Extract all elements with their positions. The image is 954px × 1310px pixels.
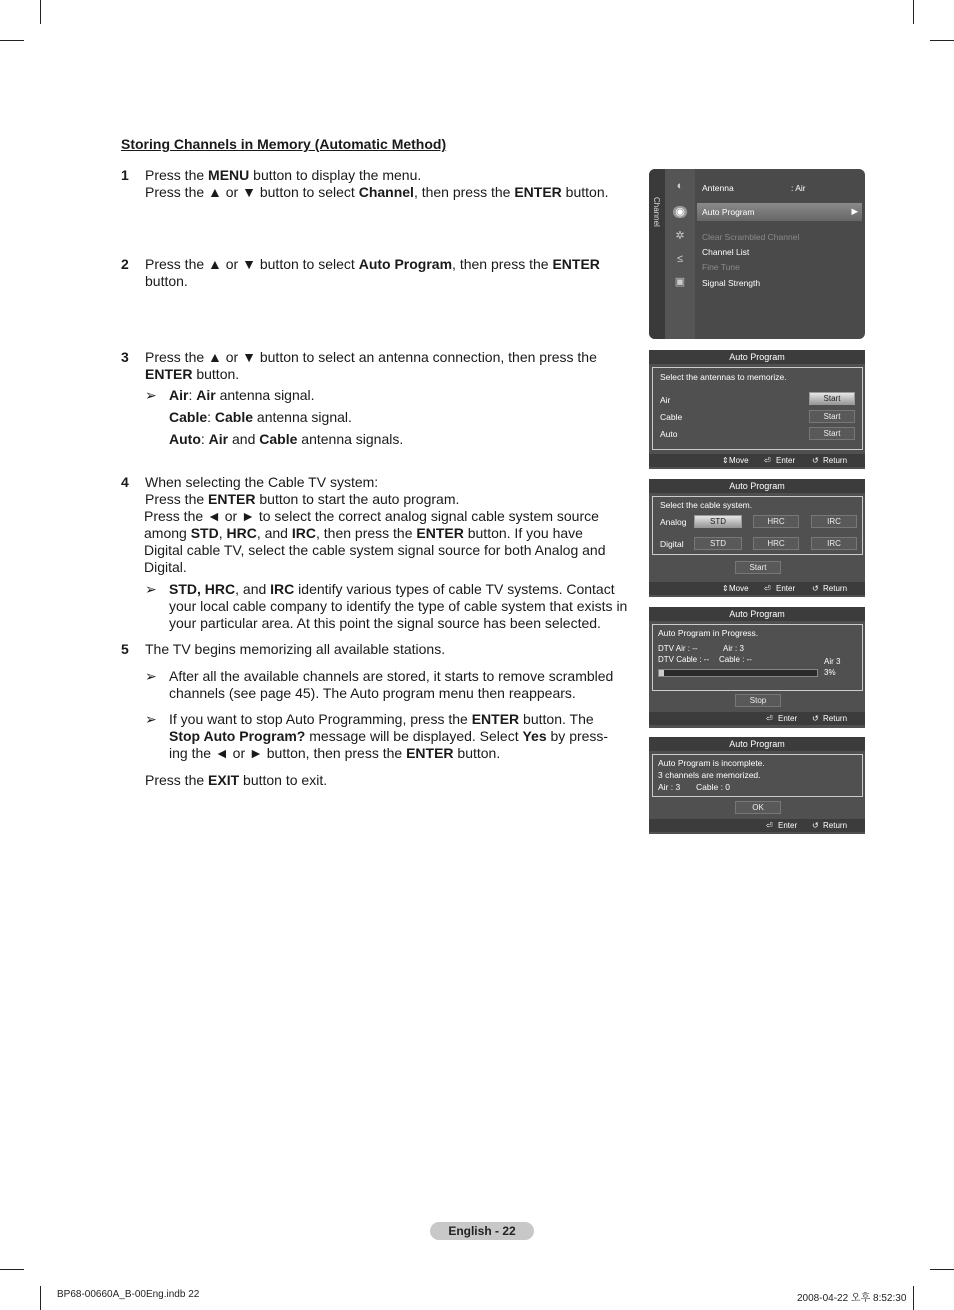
crop-mark — [930, 1269, 954, 1270]
cable-panel — [652, 496, 863, 555]
text: Press the — [145, 167, 209, 183]
channel-icon[interactable]: ◉ — [673, 206, 687, 218]
return-icon: ↺ — [812, 584, 819, 593]
result-line: Auto Program is incomplete. — [658, 758, 765, 768]
section-title: Storing Channels in Memory (Automatic Method) — [121, 136, 447, 152]
menu-item-antenna[interactable]: Antenna — [702, 183, 734, 193]
screen-header: Auto Program — [649, 607, 865, 621]
row-label-air: Air — [660, 395, 671, 405]
start-air-button[interactable]: Start — [809, 392, 855, 405]
row-label-cable: Cable — [660, 412, 683, 422]
text: The TV begins memorizing all available stations. — [145, 641, 446, 657]
text: button. — [453, 745, 501, 761]
cable-count: Cable : -- — [719, 655, 752, 664]
exit-line — [145, 772, 615, 789]
text-bold: ENTER — [416, 525, 464, 541]
text: , then press the — [315, 525, 417, 541]
text: , — [218, 525, 227, 541]
enter-icon: ⏎ — [764, 584, 771, 593]
text-bold: Air — [169, 387, 189, 403]
side-label: Channel — [652, 197, 661, 227]
analog-irc-button[interactable]: IRC — [811, 515, 857, 528]
screen-footer — [649, 454, 865, 467]
text-bold: IRC — [270, 581, 295, 597]
prompt-text: Select the antennas to memorize. — [660, 372, 787, 382]
arrow-icon: ➢ — [145, 711, 157, 727]
step-body — [145, 641, 615, 789]
menu-item-auto-program[interactable] — [697, 203, 862, 221]
text-bold: Auto Program — [358, 256, 453, 272]
screen-header: Auto Program — [649, 350, 865, 364]
input-icon[interactable]: ≤ — [676, 253, 684, 265]
digital-irc-button[interactable]: IRC — [811, 537, 857, 550]
enter-icon: ⏎ — [764, 456, 771, 465]
arrow-icon: ➢ — [145, 668, 157, 684]
picture-icon[interactable]: ◐ — [676, 180, 684, 192]
menu-icon-column — [665, 169, 695, 339]
text: button to exit. — [239, 772, 328, 788]
row-label-analog: Analog — [660, 517, 687, 527]
text: button. If you have Digital cable TV, select the cable system signal source for both Analog and Digital. — [144, 525, 606, 575]
text: , then press the — [452, 256, 553, 272]
text-bold: STD, HRC — [169, 581, 236, 597]
text-bold: Channel — [358, 184, 414, 200]
footer-enter: Enter — [778, 821, 798, 830]
page-number-badge: English - 22 — [430, 1222, 534, 1240]
text-bold: Yes — [522, 728, 547, 744]
menu-item-clear-scrambled[interactable]: Clear Scrambled Channel — [702, 232, 800, 242]
prompt-text: Select the cable system. — [660, 500, 753, 510]
start-cable-button[interactable]: Start — [809, 410, 855, 423]
text: antenna signal. — [253, 409, 352, 425]
note-antenna-air — [145, 387, 615, 404]
step-number: 3 — [121, 349, 129, 365]
footer-return: Return — [823, 714, 848, 723]
digital-std-button[interactable]: STD — [694, 537, 742, 550]
stop-button[interactable]: Stop — [735, 694, 781, 707]
text: When selecting the Cable TV system: — [145, 474, 379, 490]
current-channel: Air 3 — [824, 657, 841, 666]
text: , and — [235, 581, 271, 597]
result-line: 3 channels are memorized. — [658, 770, 761, 780]
auto-program-antenna-screen — [649, 350, 865, 469]
start-button[interactable]: Start — [735, 561, 781, 574]
text-bold: HRC — [226, 525, 257, 541]
screen-header: Auto Program — [649, 479, 865, 493]
dtv-cable-count: DTV Cable : -- — [658, 655, 710, 664]
progress-bar — [658, 669, 818, 677]
move-icon: ⇕ — [722, 584, 729, 593]
text: button. The — [519, 711, 594, 727]
dtv-air-count: DTV Air : -- — [658, 644, 698, 653]
text: button. — [145, 273, 188, 289]
antenna-value: : Air — [791, 183, 806, 193]
text: Press the ▲ or ▼ button to select — [145, 184, 359, 200]
text: : — [188, 387, 197, 403]
footer-move: Move — [729, 456, 749, 465]
footer-return: Return — [823, 456, 848, 465]
return-icon: ↺ — [812, 714, 819, 723]
text: antenna signal. — [215, 387, 315, 403]
text: by press-ing the ◄ or ► button, then press the — [169, 728, 609, 761]
auto-program-progress-screen — [649, 607, 865, 728]
enter-icon: ⏎ — [766, 714, 773, 723]
note-antenna-auto — [145, 431, 615, 448]
screen-footer — [649, 582, 865, 595]
text: Press the — [145, 491, 209, 507]
text-bold: ENTER — [145, 366, 193, 382]
crop-mark — [40, 1286, 41, 1310]
crop-mark — [0, 1269, 24, 1270]
progress-fill — [659, 670, 664, 676]
text: : — [207, 409, 215, 425]
text: If you want to stop Auto Programming, press the — [169, 711, 472, 727]
progress-percent: 3% — [824, 668, 836, 677]
row-label-digital: Digital — [660, 539, 684, 549]
note-scrambled — [145, 668, 615, 702]
analog-std-button[interactable]: STD — [694, 515, 742, 528]
text: , then press the — [413, 184, 515, 200]
move-icon: ⇕ — [722, 456, 729, 465]
menu-side-tab — [649, 169, 665, 339]
footer-enter: Enter — [778, 714, 798, 723]
menu-item-fine-tune[interactable]: Fine Tune — [702, 262, 740, 272]
return-icon: ↺ — [812, 821, 819, 830]
chevron-right-icon: ▶ — [851, 206, 858, 216]
text: Press the ◄ or ► to select the correct analog signal cable system source among — [144, 508, 599, 541]
step-number: 1 — [121, 167, 129, 183]
note-stop — [145, 711, 615, 762]
application-icon[interactable]: ▣ — [674, 276, 686, 288]
step-body — [145, 349, 615, 448]
note-cable-system — [145, 581, 637, 632]
analog-hrc-button[interactable]: HRC — [753, 515, 799, 528]
crop-mark — [40, 0, 41, 24]
air-count: Air : 3 — [723, 644, 744, 653]
step-body — [145, 474, 637, 632]
menu-item-channel-list[interactable]: Channel List — [702, 247, 750, 257]
air-result: Air : 3 — [658, 782, 681, 792]
text: button. — [192, 366, 240, 382]
text-bold: Cable — [214, 409, 254, 425]
menu-items — [697, 169, 865, 339]
return-icon: ↺ — [812, 456, 819, 465]
text-bold: EXIT — [208, 772, 240, 788]
text-bold: ENTER — [406, 745, 454, 761]
row-label-auto: Auto — [660, 429, 678, 439]
text: , and — [256, 525, 292, 541]
file-slug: BP68-00660A_B-00Eng.indb 22 — [57, 1289, 200, 1300]
text-bold: ENTER — [208, 491, 256, 507]
text-bold: ENTER — [514, 184, 562, 200]
text: Press the — [145, 772, 209, 788]
text-bold: Cable — [169, 409, 208, 425]
text-bold: Air — [208, 431, 229, 447]
channel-menu-screen — [649, 169, 865, 339]
menu-item-label: Auto Program — [702, 207, 755, 217]
text: Press the ▲ or ▼ button to select — [145, 256, 359, 272]
text: antenna signals. — [297, 431, 404, 447]
step-number: 5 — [121, 641, 129, 657]
text: button to display the menu. — [249, 167, 422, 183]
step-body — [145, 256, 615, 290]
text: and — [228, 431, 260, 447]
text: Press the ▲ or ▼ button to select an antenna connection, then press the — [145, 349, 597, 365]
setup-icon[interactable]: ✲ — [675, 230, 685, 242]
auto-program-cable-screen — [649, 479, 865, 597]
start-auto-button[interactable]: Start — [809, 427, 855, 440]
text-bold: Cable — [259, 431, 298, 447]
antenna-panel — [652, 367, 863, 450]
text-bold: Auto — [169, 431, 201, 447]
note-antenna-cable — [145, 409, 615, 426]
text-bold: IRC — [291, 525, 316, 541]
arrow-icon: ➢ — [145, 581, 157, 597]
arrow-icon: ➢ — [145, 387, 157, 403]
status-text: Auto Program in Progress. — [658, 628, 759, 638]
cable-result: Cable : 0 — [696, 782, 731, 792]
screen-footer — [649, 712, 865, 725]
crop-mark — [913, 1286, 914, 1310]
text-bold: ENTER — [552, 256, 600, 272]
step-number: 4 — [121, 474, 129, 490]
text-bold: Air — [196, 387, 216, 403]
step-body — [145, 167, 637, 201]
text: identify various types of cable TV systems. Contact your local cable company to identify the type of cable system that exists in your particular area. At this point the signal source has been selected. — [169, 581, 628, 631]
screen-header: Auto Program — [649, 737, 865, 751]
crop-mark — [930, 40, 954, 41]
footer-enter: Enter — [776, 456, 796, 465]
text-bold: MENU — [208, 167, 250, 183]
crop-mark — [0, 40, 24, 41]
text: : — [200, 431, 209, 447]
enter-icon: ⏎ — [766, 821, 773, 830]
result-panel — [652, 754, 863, 797]
footer-return: Return — [823, 584, 848, 593]
crop-mark — [913, 0, 914, 24]
text: button. — [561, 184, 609, 200]
text: message will be displayed. Select — [305, 728, 523, 744]
auto-program-result-screen — [649, 737, 865, 834]
text-bold: ENTER — [471, 711, 520, 727]
progress-panel — [652, 624, 863, 691]
footer-return: Return — [823, 821, 848, 830]
digital-hrc-button[interactable]: HRC — [753, 537, 799, 550]
step-number: 2 — [121, 256, 129, 272]
text-bold: STD — [190, 525, 219, 541]
ok-button[interactable]: OK — [735, 801, 781, 814]
text-bold: Stop Auto Program? — [169, 728, 306, 744]
text: button to start the auto program. — [255, 491, 460, 507]
screen-footer — [649, 819, 865, 832]
footer-enter: Enter — [776, 584, 796, 593]
footer-move: Move — [729, 584, 749, 593]
text: After all the available channels are stored, it starts to remove scrambled channels (see page 45). The Auto program menu then reappears. — [169, 668, 614, 701]
menu-item-signal-strength[interactable]: Signal Strength — [702, 278, 761, 288]
date-slug: 2008-04-22 오후 8:52:30 — [797, 1293, 907, 1304]
